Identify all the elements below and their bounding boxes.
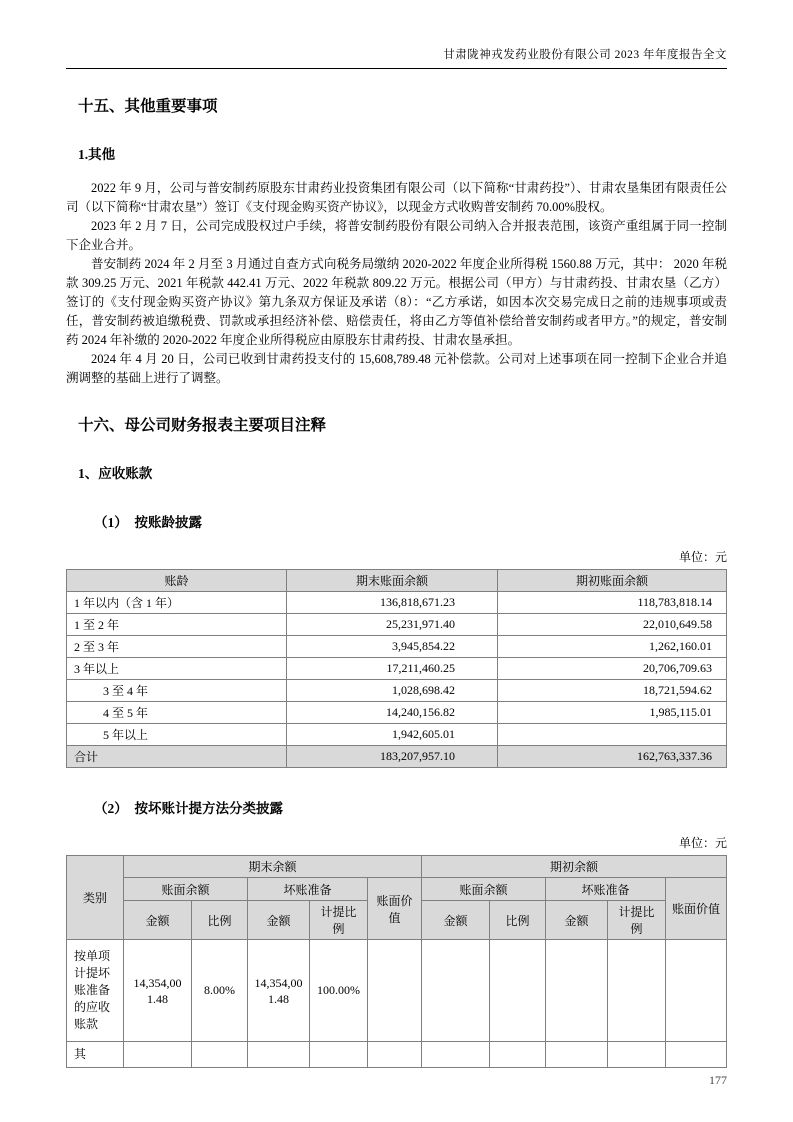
provision-sub-book-balance: 账面余额 (124, 878, 248, 901)
section-15-heading: 十五、其他重要事项 (78, 98, 218, 115)
empty-cell (192, 1042, 248, 1068)
provision-col-ratio: 比例 (192, 901, 248, 940)
paragraph: 2023 年 2 月 7 日，公司完成股权过户手续，将普安制药股份有限公司纳入合并报表范围，该资产重组属于同一控制下企业合并。 (66, 219, 727, 252)
provision-category: 按单项计提坏账准备的应收账款 (67, 940, 124, 1042)
provision-end-book-value (368, 940, 422, 1042)
empty-cell (608, 1042, 666, 1068)
aging-ending-balance: 25,231,971.40 (287, 614, 498, 636)
aging-row-label: 合计 (67, 746, 287, 768)
provision-group-beginning: 期初余额 (422, 856, 727, 878)
table-row (67, 614, 727, 636)
provision-col-ratio: 比例 (490, 901, 546, 940)
empty-cell (422, 1042, 490, 1068)
provision-data-row (67, 940, 727, 1042)
aging-beginning-balance: 118,783,818.14 (498, 592, 727, 614)
provision-end-provision: 14,354,001.48 (248, 940, 310, 1042)
aging-header-row (67, 570, 727, 592)
section-15-subheading: 1.其他 (78, 147, 116, 162)
table-row (67, 680, 727, 702)
aging-col-header-beginning: 期初账面余额 (498, 570, 727, 592)
aging-ending-balance: 1,942,605.01 (287, 724, 498, 746)
aging-row-label: 1 至 2 年 (67, 614, 287, 636)
aging-beginning-balance: 18,721,594.62 (498, 680, 727, 702)
aging-col-header-age: 账龄 (67, 570, 287, 592)
paragraph: 2022 年 9 月，公司与普安制药原股东甘肃药业投资集团有限公司（以下简称“甘肃药投”）、甘肃农垦集团有限责任公司（以下简称“甘肃农垦”）签订《支付现金购买资产协议》，以现金方式收购普安制药 70.00%股权。 (66, 181, 727, 214)
aging-beginning-balance: 22,010,649.58 (498, 614, 727, 636)
provision-category: 其 (67, 1042, 124, 1068)
aging-row-label: 2 至 3 年 (67, 636, 287, 658)
aging-ending-balance: 17,211,460.25 (287, 658, 498, 680)
section-16-subheading: 1、应收账款 (78, 466, 153, 481)
item-1-heading: （1） 按账龄披露 (94, 515, 202, 530)
table-row (67, 636, 727, 658)
aging-beginning-balance: 20,706,709.63 (498, 658, 727, 680)
provision-col-provision-ratio: 计提比例 (608, 901, 666, 940)
empty-cell (546, 1042, 608, 1068)
section-15-body (66, 179, 727, 388)
provision-header-row-1 (67, 856, 727, 878)
provision-begin-ratio (490, 940, 546, 1042)
aging-ending-balance: 14,240,156.82 (287, 702, 498, 724)
provision-data-row (67, 1042, 727, 1068)
aging-beginning-balance: 1,985,115.01 (498, 702, 727, 724)
aging-ending-balance: 136,818,671.23 (287, 592, 498, 614)
table-row (67, 702, 727, 724)
aging-row-label: 4 至 5 年 (67, 702, 287, 724)
aging-ending-balance: 1,028,698.42 (287, 680, 498, 702)
page-number: 177 (709, 1073, 727, 1087)
aging-total-row (67, 746, 727, 768)
unit-label: 单位：元 (678, 550, 727, 564)
provision-end-ratio: 8.00% (192, 940, 248, 1042)
provision-end-amount: 14,354,001.48 (124, 940, 192, 1042)
aging-beginning-balance: 1,262,160.01 (498, 636, 727, 658)
provision-col-amount: 金额 (124, 901, 192, 940)
aging-table (66, 569, 727, 768)
empty-cell (490, 1042, 546, 1068)
paragraph: 2024 年 4 月 20 日，公司已收到甘肃药投支付的 15,608,789.48 元补偿款。公司对上述事项在同一控制下企业合并追溯调整的基础上进行了调整。 (66, 352, 727, 385)
provision-end-provision-ratio: 100.00% (310, 940, 368, 1042)
empty-cell (124, 1042, 192, 1068)
document-header: 甘肃陇神戎发药业股份有限公司 2023 年年度报告全文 (66, 46, 727, 69)
provision-col-amount: 金额 (546, 901, 608, 940)
provision-group-ending: 期末余额 (124, 856, 422, 878)
provision-begin-amount (422, 940, 490, 1042)
provision-col-category: 类别 (67, 856, 124, 940)
provision-sub-book-value: 账面价值 (368, 878, 422, 940)
provision-begin-book-value (666, 940, 727, 1042)
provision-sub-book-balance: 账面余额 (422, 878, 546, 901)
aging-row-label: 3 至 4 年 (67, 680, 287, 702)
provision-table (66, 855, 727, 1068)
section-16-heading: 十六、母公司财务报表主要项目注释 (78, 417, 327, 434)
aging-row-label: 3 年以上 (67, 658, 287, 680)
item-2-heading: （2） 按坏账计提方法分类披露 (94, 801, 283, 816)
aging-beginning-balance: 162,763,337.36 (498, 746, 727, 768)
table-row (67, 724, 727, 746)
paragraph: 普安制药 2024 年 2 月至 3 月通过自查方式向税务局缴纳 2020-2022 年度企业所得税 1560.88 万元，其中： 2020 年税款 309.25 万元、2021 年税款 442.41 万元、2022 年税款 809.22 万元。根据公司（甲方）与甘肃药投、甘肃农垦（乙方）签订的《支付现金购买资产协议》第九条双方保证及承诺（8）：“乙方承诺，如因本次交易完成日之前的违规事项或责任，普安制药被追缴税费、罚款或承担经济补偿、赔偿责任，将由乙方等值补偿给普安制药或者甲方。”的规定，普安制药 2024 年补缴的 2020-2022 年度企业所得税应由原股东甘肃药投、甘肃农垦承担。 (66, 257, 727, 347)
empty-cell (666, 1042, 727, 1068)
unit-label: 单位：元 (678, 836, 727, 850)
provision-sub-bad-debt: 坏账准备 (248, 878, 368, 901)
empty-cell (248, 1042, 310, 1068)
aging-ending-balance: 183,207,957.10 (287, 746, 498, 768)
aging-row-label: 5 年以上 (67, 724, 287, 746)
empty-cell (310, 1042, 368, 1068)
table-row (67, 658, 727, 680)
aging-row-label: 1 年以内（含 1 年） (67, 592, 287, 614)
provision-col-amount: 金额 (422, 901, 490, 940)
aging-ending-balance: 3,945,854.22 (287, 636, 498, 658)
provision-sub-book-value: 账面价值 (666, 878, 727, 940)
aging-beginning-balance (498, 724, 727, 746)
table-row (67, 592, 727, 614)
provision-begin-provision (546, 940, 608, 1042)
empty-cell (368, 1042, 422, 1068)
provision-sub-bad-debt: 坏账准备 (546, 878, 666, 901)
aging-col-header-ending: 期末账面余额 (287, 570, 498, 592)
provision-header-row-2 (67, 878, 727, 901)
provision-col-amount: 金额 (248, 901, 310, 940)
provision-begin-provision-ratio (608, 940, 666, 1042)
provision-col-provision-ratio: 计提比例 (310, 901, 368, 940)
